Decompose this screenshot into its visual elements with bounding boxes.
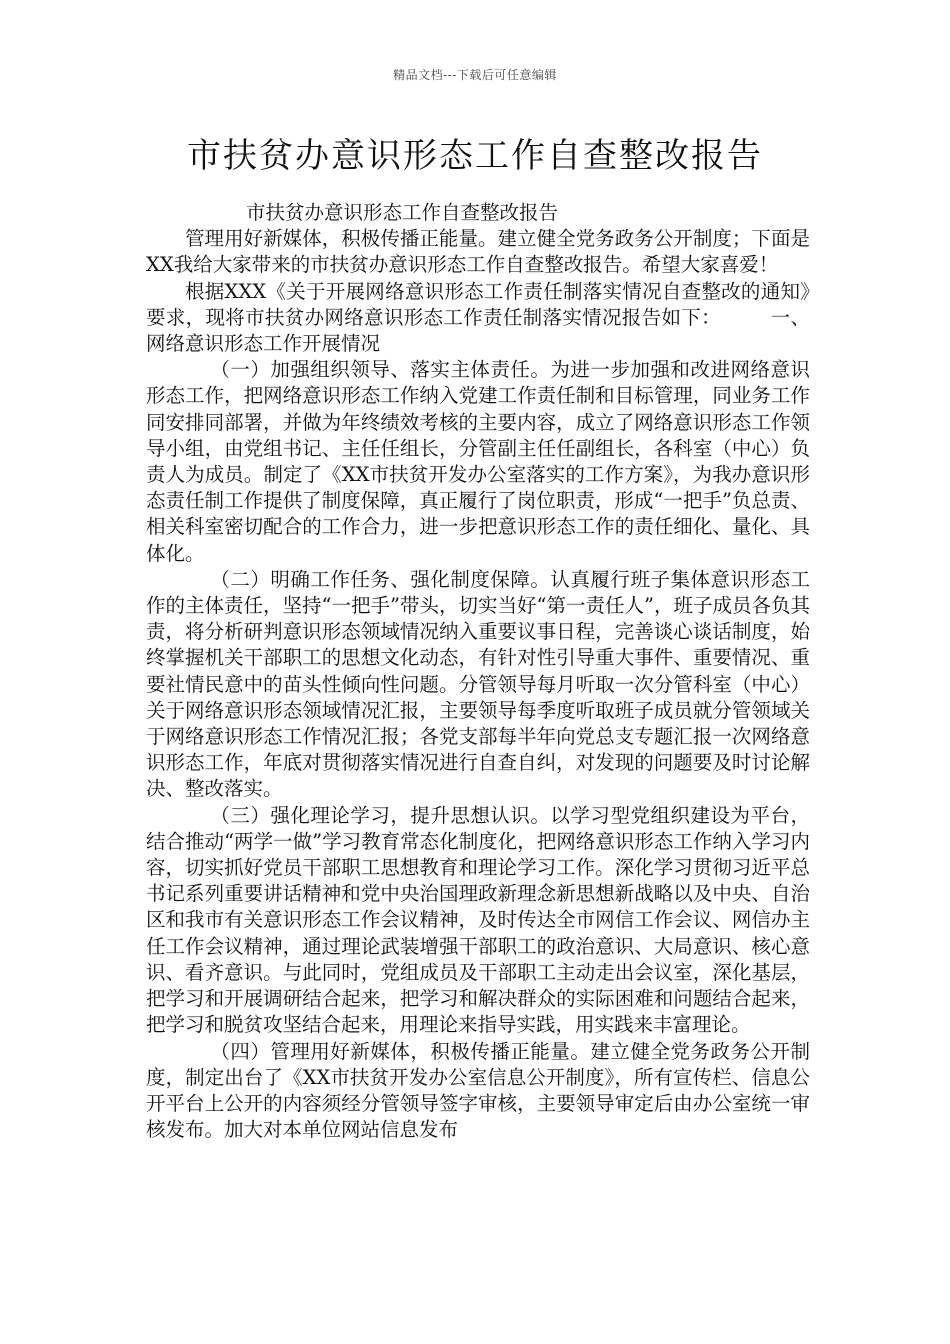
document-body xyxy=(146,200,810,1143)
section-paragraph-2: （二）明确工作任务、强化制度保障。认真履行班子集体意识形态工作的主体责任，坚持“一把手”带头，切实当好“第一责任人”，班子成员各负其责，将分析研判意识形态领域情况纳入重要议事日程，完善谈心谈话制度，始终掌握机关干部职工的思想文化动态，有针对性引导重大事件、重要情况、重要社情民意中的苗头性倾向性问题。分管领导每月听取一次分管科室（中心）关于网络意识形态领域情况汇报，主要领导每季度听取班子成员就分管领域关于网络意识形态工作情况汇报；各党支部每半年向党总支专题汇报一次网络意识形态工作，年底对贯彻落实情况进行自查自纠，对发现的问题要及时讨论解决、整改落实。 xyxy=(146,567,810,801)
document-title: 市扶贫办意识形态工作自查整改报告 xyxy=(187,136,763,176)
section-paragraph-3: （三）强化理论学习，提升思想认识。以学习型党组织建设为平台，结合推动“两学一做”学习教育常态化制度化，把网络意识形态工作纳入学习内容，切实抓好党员干部职工思想教育和理论学习工作。深化学习贯彻习近平总书记系列重要讲话精神和党中央治国理政新理念新思想新战略以及中央、自治区和我市有关意识形态工作会议精神，及时传达全市网信工作会议、网信办主任工作会议精神，通过理论武装增强干部职工的政治意识、大局意识、核心意识、看齐意识。与此同时，党组成员及干部职工主动走出会议室，深化基层，把学习和开展调研结合起来，把学习和解决群众的实际困难和问题结合起来，把学习和脱贫攻坚结合起来，用理论来指导实践，用实践来丰富理论。 xyxy=(146,803,810,1037)
basis-paragraph: 根据XXX《关于开展网络意识形态工作责任制落实情况自查整改的通知》要求，现将市扶贫办网络意识形态工作责任制落实情况报告如下： 一、网络意识形态工作开展情况 xyxy=(146,279,810,356)
document-subtitle: 市扶贫办意识形态工作自查整改报告 xyxy=(246,201,559,224)
section-paragraph-1: （一）加强组织领导、落实主体责任。为进一步加强和改进网络意识形态工作，把网络意识形态工作纳入党建工作责任制和目标管理，同业务工作同安排同部署，并做为年终绩效考核的主要内容，成立了网络意识形态工作领导小组，由党组书记、主任任组长，分管副主任任副组长，各科室（中心）负责人为成员。制定了《XX市扶贫开发办公室落实的工作方案》，为我办意识形态责任制工作提供了制度保障，真正履行了岗位职责，形成“一把手”负总责、相关科室密切配合的工作合力，进一步把意识形态工作的责任细化、量化、具体化。 xyxy=(146,358,810,565)
intro-paragraph: 管理用好新媒体，积极传播正能量。建立健全党务政务公开制度；下面是XX我给大家带来的市扶贫办意识形态工作自查整改报告。希望大家喜爱！ xyxy=(146,227,810,277)
header-note: 精品文档---下载后可任意编辑 xyxy=(393,68,557,82)
section-paragraph-4: （四）管理用好新媒体，积极传播正能量。建立健全党务政务公开制度，制定出台了《XX市扶贫开发办公室信息公开制度》，所有宣传栏、信息公开平台上公开的内容须经分管领导签字审核，主要领导审定后由办公室统一审核发布。加大对本单位网站信息发布 xyxy=(146,1039,810,1142)
